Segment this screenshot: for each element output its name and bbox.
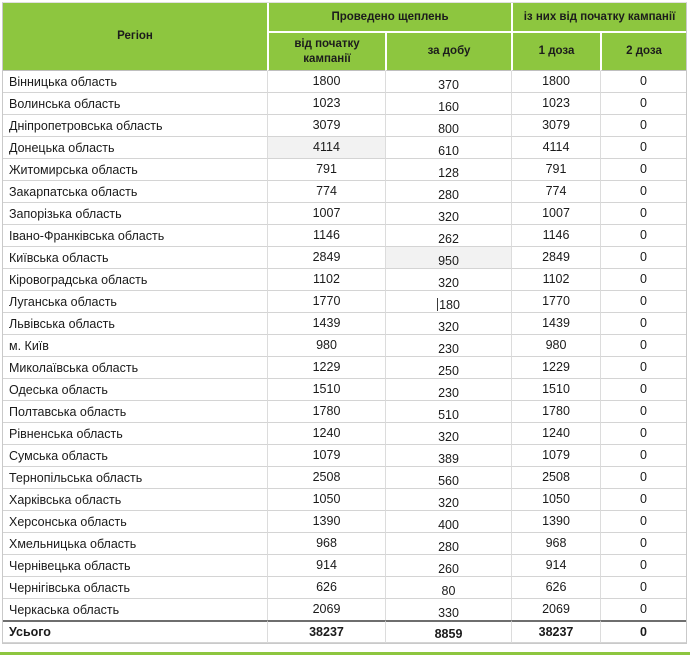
region-cell: Івано-Франківська область — [3, 225, 267, 247]
value-cell-per-day: 400 — [385, 511, 511, 533]
table-footer — [3, 620, 686, 643]
region-cell: Миколаївська область — [3, 357, 267, 379]
table-row — [3, 225, 686, 247]
value-cell-per-day: 800 — [385, 115, 511, 137]
value-cell-dose2: 0 — [600, 577, 686, 599]
value-cell-per-day: 80 — [385, 577, 511, 599]
table-row — [3, 577, 686, 599]
value-cell-dose1: 968 — [511, 533, 600, 555]
region-cell: м. Київ — [3, 335, 267, 357]
table-row — [3, 313, 686, 335]
value-cell-since-campaign: 914 — [267, 555, 385, 577]
column-group-since-campaign-start: із них від початку кампанії — [511, 3, 686, 33]
value-cell-dose1: 1800 — [511, 71, 600, 93]
text-cursor — [437, 298, 438, 311]
value-cell-per-day: 250 — [385, 357, 511, 379]
value-cell-dose2: 0 — [600, 137, 686, 159]
value-cell-dose2: 0 — [600, 269, 686, 291]
region-cell: Хмельницька область — [3, 533, 267, 555]
value-cell-dose2: 0 — [600, 379, 686, 401]
value-cell-dose2: 0 — [600, 247, 686, 269]
value-cell-dose2: 0 — [600, 423, 686, 445]
table-row — [3, 181, 686, 203]
value-cell-since-campaign: 774 — [267, 181, 385, 203]
value-cell-dose2: 0 — [600, 159, 686, 181]
region-cell: Волинська область — [3, 93, 267, 115]
table-header — [3, 3, 686, 71]
value-cell-since-campaign: 2069 — [267, 599, 385, 620]
region-cell: Вінницька область — [3, 71, 267, 93]
total-dose1: 38237 — [511, 620, 600, 643]
value-cell-dose2: 0 — [600, 401, 686, 423]
value-cell-since-campaign: 1439 — [267, 313, 385, 335]
region-cell: Черкаська область — [3, 599, 267, 620]
region-cell: Запорізька область — [3, 203, 267, 225]
value-cell-since-campaign: 3079 — [267, 115, 385, 137]
region-cell: Харківська область — [3, 489, 267, 511]
vaccination-table — [3, 3, 686, 643]
value-cell-dose2: 0 — [600, 599, 686, 620]
table-row — [3, 599, 686, 620]
region-cell: Закарпатська область — [3, 181, 267, 203]
value-cell-dose1: 1240 — [511, 423, 600, 445]
value-cell-per-day: 128 — [385, 159, 511, 181]
table-row — [3, 489, 686, 511]
table-row — [3, 533, 686, 555]
table-row — [3, 423, 686, 445]
value-cell-dose1: 1102 — [511, 269, 600, 291]
total-since-campaign: 38237 — [267, 620, 385, 643]
value-cell-dose2: 0 — [600, 489, 686, 511]
value-cell-per-day: 260 — [385, 555, 511, 577]
region-cell: Дніпропетровська область — [3, 115, 267, 137]
region-cell: Одеська область — [3, 379, 267, 401]
table-row — [3, 269, 686, 291]
value-cell-per-day: 560 — [385, 467, 511, 489]
region-cell: Полтавська область — [3, 401, 267, 423]
table-row — [3, 357, 686, 379]
value-cell-since-campaign: 2508 — [267, 467, 385, 489]
value-cell-since-campaign: 1800 — [267, 71, 385, 93]
value-cell-dose1: 2508 — [511, 467, 600, 489]
value-cell-since-campaign: 1007 — [267, 203, 385, 225]
value-cell-per-day: 389 — [385, 445, 511, 467]
value-cell-dose2: 0 — [600, 93, 686, 115]
value-cell-per-day: 280 — [385, 533, 511, 555]
value-cell-dose1: 1023 — [511, 93, 600, 115]
table-row — [3, 467, 686, 489]
value-cell-dose2: 0 — [600, 511, 686, 533]
value-cell-dose1: 914 — [511, 555, 600, 577]
value-cell-dose2: 0 — [600, 313, 686, 335]
region-cell: Кіровоградська область — [3, 269, 267, 291]
region-cell: Херсонська область — [3, 511, 267, 533]
value-cell-dose2: 0 — [600, 335, 686, 357]
column-header-dose1: 1 доза — [511, 33, 600, 71]
value-cell-dose2: 0 — [600, 467, 686, 489]
value-cell-dose1: 626 — [511, 577, 600, 599]
value-cell-per-day: 370 — [385, 71, 511, 93]
total-per-day: 8859 — [385, 620, 511, 643]
value-cell-per-day: 330 — [385, 599, 511, 620]
value-cell-since-campaign: 980 — [267, 335, 385, 357]
value-cell-dose2: 0 — [600, 533, 686, 555]
value-cell-per-day: 320 — [385, 489, 511, 511]
value-cell-dose1: 1390 — [511, 511, 600, 533]
region-cell: Тернопільська область — [3, 467, 267, 489]
value-cell-dose2: 0 — [600, 225, 686, 247]
value-cell-dose1: 2849 — [511, 247, 600, 269]
value-cell-dose1: 1050 — [511, 489, 600, 511]
table-row — [3, 159, 686, 181]
value-cell-per-day: 610 — [385, 137, 511, 159]
value-cell-dose1: 1780 — [511, 401, 600, 423]
value-cell-dose2: 0 — [600, 357, 686, 379]
header-group-row — [3, 3, 686, 33]
value-cell-per-day: 180 — [385, 291, 511, 313]
table-row — [3, 511, 686, 533]
value-cell-since-campaign: 1390 — [267, 511, 385, 533]
value-cell-per-day: 230 — [385, 335, 511, 357]
value-cell-since-campaign: 1146 — [267, 225, 385, 247]
value-cell-dose1: 791 — [511, 159, 600, 181]
total-dose2: 0 — [600, 620, 686, 643]
value-cell-per-day: 950 — [385, 247, 511, 269]
table-row — [3, 71, 686, 93]
value-cell-per-day: 510 — [385, 401, 511, 423]
value-cell-dose1: 1510 — [511, 379, 600, 401]
column-header-since-campaign: від початку кампанії — [267, 33, 385, 71]
value-cell-dose2: 0 — [600, 71, 686, 93]
value-cell-dose1: 3079 — [511, 115, 600, 137]
value-cell-per-day: 160 — [385, 93, 511, 115]
total-row — [3, 620, 686, 643]
column-group-vaccinations-done: Проведено щеплень — [267, 3, 511, 33]
value-cell-since-campaign: 1102 — [267, 269, 385, 291]
value-cell-dose2: 0 — [600, 445, 686, 467]
value-cell-per-day: 320 — [385, 203, 511, 225]
value-cell-dose1: 1770 — [511, 291, 600, 313]
value-cell-per-day: 262 — [385, 225, 511, 247]
value-cell-dose1: 774 — [511, 181, 600, 203]
region-cell: Чернігівська область — [3, 577, 267, 599]
value-cell-per-day: 230 — [385, 379, 511, 401]
region-cell: Житомирська область — [3, 159, 267, 181]
value-cell-dose1: 1146 — [511, 225, 600, 247]
total-label: Усього — [3, 620, 267, 643]
region-cell: Донецька область — [3, 137, 267, 159]
value-cell-since-campaign: 1240 — [267, 423, 385, 445]
value-cell-since-campaign: 626 — [267, 577, 385, 599]
value-cell-since-campaign: 1023 — [267, 93, 385, 115]
column-header-region: Регіон — [3, 3, 267, 71]
value-cell-per-day: 280 — [385, 181, 511, 203]
value-cell-since-campaign: 2849 — [267, 247, 385, 269]
value-cell-dose1: 1439 — [511, 313, 600, 335]
value-cell-since-campaign: 1780 — [267, 401, 385, 423]
value-cell-dose2: 0 — [600, 291, 686, 313]
value-cell-dose1: 2069 — [511, 599, 600, 620]
table-row — [3, 137, 686, 159]
region-cell: Львівська область — [3, 313, 267, 335]
table-row — [3, 401, 686, 423]
value-cell-since-campaign: 1229 — [267, 357, 385, 379]
table-row — [3, 203, 686, 225]
table-row — [3, 93, 686, 115]
value-cell-dose1: 4114 — [511, 137, 600, 159]
value-cell-dose1: 1007 — [511, 203, 600, 225]
table-row — [3, 445, 686, 467]
table-row — [3, 247, 686, 269]
column-header-dose2: 2 доза — [600, 33, 686, 71]
region-cell: Луганська область — [3, 291, 267, 313]
value-cell-per-day: 320 — [385, 313, 511, 335]
table-body — [3, 71, 686, 620]
table-row — [3, 291, 686, 313]
table-row — [3, 115, 686, 137]
table-row — [3, 335, 686, 357]
vaccination-table-wrapper — [2, 2, 687, 644]
value-cell-since-campaign: 4114 — [267, 137, 385, 159]
table-row — [3, 555, 686, 577]
column-header-per-day: за добу — [385, 33, 511, 71]
value-cell-since-campaign: 1079 — [267, 445, 385, 467]
value-cell-since-campaign: 791 — [267, 159, 385, 181]
value-cell-since-campaign: 968 — [267, 533, 385, 555]
value-cell-dose1: 1229 — [511, 357, 600, 379]
value-cell-since-campaign: 1050 — [267, 489, 385, 511]
value-cell-per-day: 320 — [385, 423, 511, 445]
region-cell: Київська область — [3, 247, 267, 269]
value-cell-per-day: 320 — [385, 269, 511, 291]
region-cell: Сумська область — [3, 445, 267, 467]
value-cell-since-campaign: 1510 — [267, 379, 385, 401]
value-cell-since-campaign: 1770 — [267, 291, 385, 313]
value-cell-dose1: 980 — [511, 335, 600, 357]
table-row — [3, 379, 686, 401]
value-cell-dose2: 0 — [600, 115, 686, 137]
value-cell-dose1: 1079 — [511, 445, 600, 467]
value-cell-dose2: 0 — [600, 555, 686, 577]
region-cell: Рівненська область — [3, 423, 267, 445]
value-cell-dose2: 0 — [600, 181, 686, 203]
region-cell: Чернівецька область — [3, 555, 267, 577]
value-cell-dose2: 0 — [600, 203, 686, 225]
